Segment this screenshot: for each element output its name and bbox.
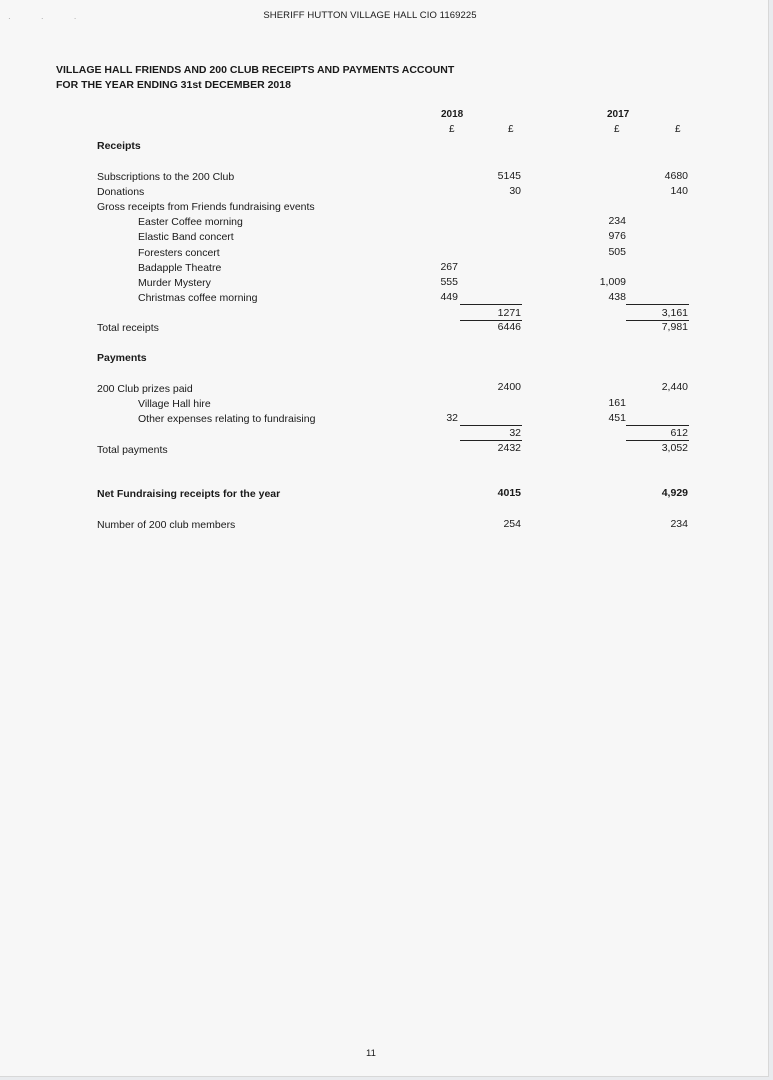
payments-subtotal-rule-2018 — [460, 425, 522, 426]
murder-mystery-label: Murder Mystery — [138, 277, 211, 289]
gross-receipts-label: Gross receipts from Friends fundraising events — [97, 201, 315, 213]
prizes-2018: 2400 — [497, 381, 521, 393]
receipts-heading: Receipts — [97, 140, 141, 152]
christmas-coffee-2018: 449 — [440, 291, 458, 303]
page-number: 11 — [366, 1048, 376, 1059]
badapple-label: Badapple Theatre — [138, 262, 222, 274]
donations-2018: 30 — [509, 185, 521, 197]
year-2017-heading: 2017 — [607, 109, 630, 120]
foresters-label: Foresters concert — [138, 247, 220, 259]
net-receipts-2018: 4015 — [497, 487, 521, 499]
elastic-band-label: Elastic Band concert — [138, 231, 234, 243]
account-subtitle: FOR THE YEAR ENDING 31st DECEMBER 2018 — [56, 79, 291, 91]
payments-heading: Payments — [97, 352, 147, 364]
total-payments-rule-2018 — [460, 440, 522, 441]
net-receipts-label: Net Fundraising receipts for the year — [97, 488, 281, 500]
events-subtotal-rule-2017 — [626, 304, 689, 305]
christmas-coffee-2017: 438 — [608, 291, 626, 303]
hall-hire-label: Village Hall hire — [138, 398, 211, 410]
murder-mystery-2017: 1,009 — [599, 276, 626, 288]
easter-coffee-label: Easter Coffee morning — [138, 216, 243, 228]
events-subtotal-2018: 1271 — [497, 307, 521, 319]
total-payments-2018: 2432 — [497, 442, 521, 454]
prizes-label: 200 Club prizes paid — [97, 383, 193, 395]
total-receipts-2017: 7,981 — [661, 321, 688, 333]
year-2018-heading: 2018 — [441, 109, 464, 120]
subscriptions-2017: 4680 — [664, 170, 688, 182]
total-receipts-label: Total receipts — [97, 322, 159, 334]
subscriptions-label: Subscriptions to the 200 Club — [97, 171, 235, 183]
subscriptions-2018: 5145 — [497, 170, 521, 182]
members-label: Number of 200 club members — [97, 519, 236, 531]
account-title: VILLAGE HALL FRIENDS AND 200 CLUB RECEIPTS AND PAYMENTS ACCOUNT — [56, 64, 455, 76]
currency-2017-detail: £ — [614, 124, 620, 135]
total-receipts-2018: 6446 — [497, 321, 521, 333]
easter-coffee-2017: 234 — [608, 215, 626, 227]
prizes-2017: 2,440 — [661, 381, 688, 393]
donations-label: Donations — [97, 186, 145, 198]
other-expenses-label: Other expenses relating to fundraising — [138, 413, 316, 425]
murder-mystery-2018: 555 — [440, 276, 458, 288]
scan-dots: · · · — [8, 14, 91, 23]
elastic-band-2017: 976 — [608, 230, 626, 242]
currency-2018-total: £ — [508, 124, 514, 135]
events-subtotal-rule-2018 — [460, 304, 522, 305]
donations-2017: 140 — [670, 185, 688, 197]
total-payments-label: Total payments — [97, 444, 168, 456]
total-payments-rule-2017 — [626, 440, 689, 441]
currency-2018-detail: £ — [449, 124, 455, 135]
foresters-2017: 505 — [608, 246, 626, 258]
christmas-coffee-label: Christmas coffee morning — [138, 292, 258, 304]
badapple-2018: 267 — [440, 261, 458, 273]
total-payments-2017: 3,052 — [661, 442, 688, 454]
members-2017: 234 — [670, 518, 688, 530]
hall-hire-2017: 161 — [608, 397, 626, 409]
other-expenses-2017: 451 — [608, 412, 626, 424]
currency-2017-total: £ — [675, 124, 681, 135]
events-subtotal-2017: 3,161 — [661, 307, 688, 319]
payments-subtotal-2017: 612 — [670, 427, 688, 439]
net-receipts-2017: 4,929 — [661, 487, 688, 499]
payments-subtotal-2018: 32 — [509, 427, 521, 439]
other-expenses-2018: 32 — [446, 412, 458, 424]
page-header: SHERIFF HUTTON VILLAGE HALL CIO 1169225 — [263, 10, 477, 21]
payments-subtotal-rule-2017 — [626, 425, 689, 426]
members-2018: 254 — [503, 518, 521, 530]
